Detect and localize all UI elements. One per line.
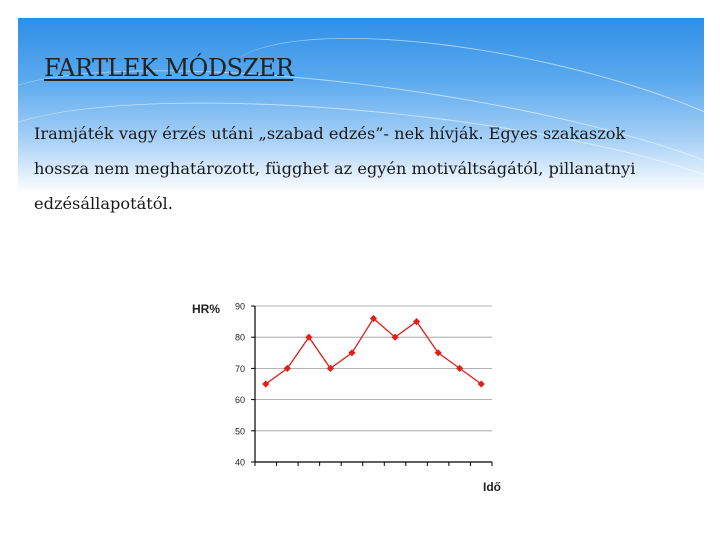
series-line-0	[266, 319, 481, 385]
y-tick-label-60: 60	[234, 395, 245, 406]
heart-rate-chart	[180, 290, 520, 500]
x-axis-label: Idő	[483, 480, 501, 494]
axes	[235, 302, 492, 468]
slide-title: FARTLEK MÓDSZER	[44, 54, 294, 82]
y-tick-label-40: 40	[234, 457, 245, 468]
y-axis-label: HR%	[192, 302, 221, 316]
y-tick-label-70: 70	[234, 363, 245, 374]
y-tick-label-80: 80	[234, 332, 245, 343]
grid-lines	[255, 306, 492, 462]
y-tick-label-50: 50	[234, 426, 245, 437]
y-tick-label-90: 90	[234, 301, 245, 312]
series	[262, 315, 485, 388]
slide-paragraph: Iramjáték vagy érzés utáni „szabad edzés”- nek hívják. Egyes szakaszok hossza nem meghatározott, függhet az egyén motiváltságától, pillanatnyi edzésállapotától.	[34, 124, 636, 213]
